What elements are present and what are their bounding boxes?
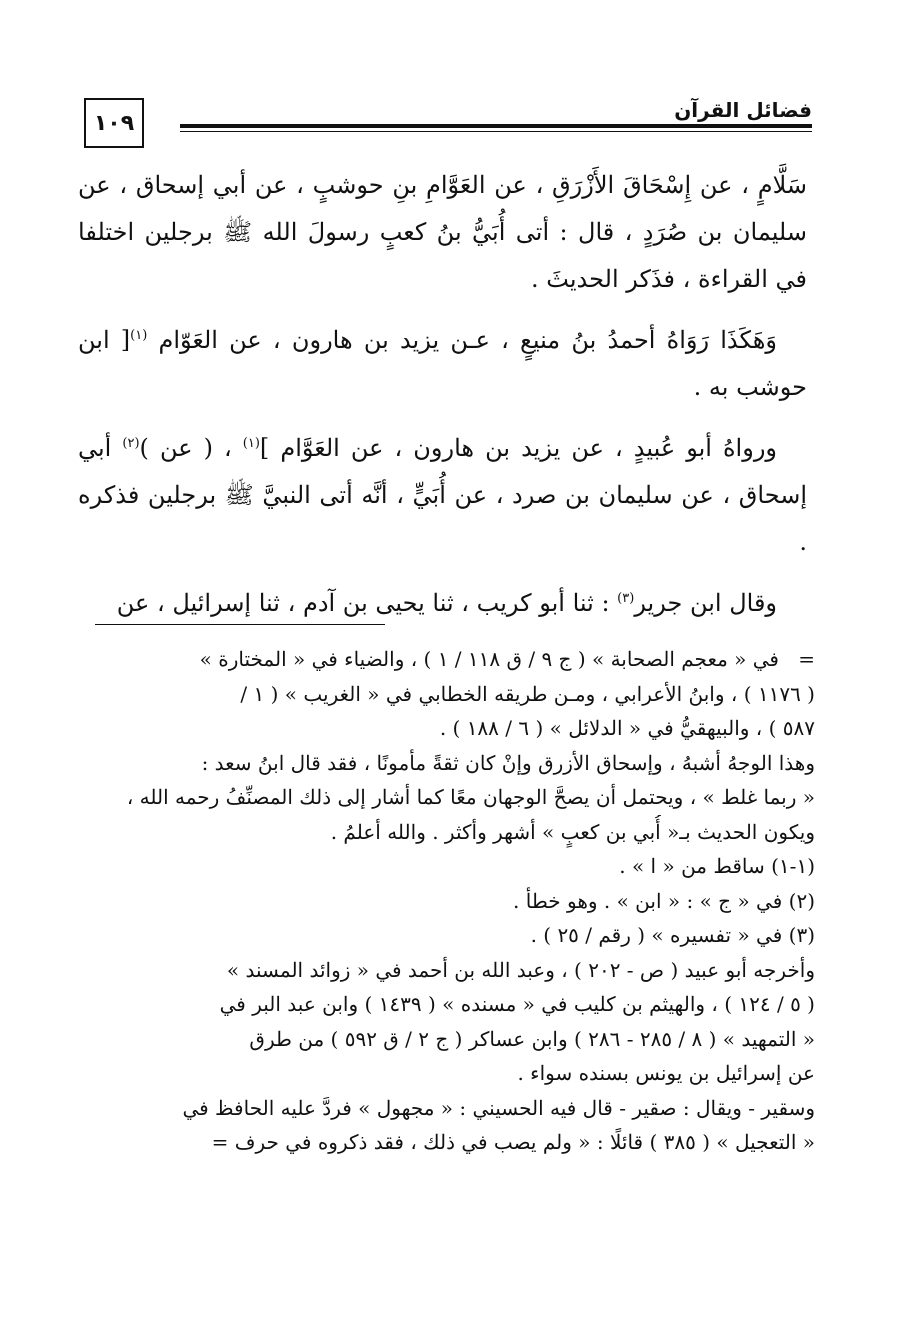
continuation-marker: = (798, 647, 815, 671)
footnote-ref-3: (٣) (617, 591, 635, 606)
page-number-box (84, 98, 144, 148)
footnote-ref-2: (٢) (122, 436, 140, 451)
paragraph-3-text-a: ورواهُ أبو عُبيدٍ ، عن يزيد بن هارون ، عن العَوَّام ] (259, 434, 777, 462)
footnote-line: « ربما غلط » ، ويحتمل أن يصحَّ الوجهان معًا كما أشار إلى ذلك المصنِّفُ رحمه الله ، (126, 785, 815, 809)
footnote-3: (٣) في « تفسيره » ( رقم / ٢٥ ) . (530, 923, 815, 947)
footnote-ref-1b: (١) (242, 436, 260, 451)
paragraph-4 (78, 580, 807, 627)
paragraph-4-text-b: : ثنا أبو كريب ، ثنا يحيى بن آدم ، ثنا إسرائيل ، عن (116, 589, 618, 617)
footnote-1: (١-١) ساقط من « ا » . (619, 854, 815, 878)
paragraph-2-tail: [ ابن حوشب به . (78, 326, 807, 401)
footnote-3-line: ( ٥ / ١٢٤ ) ، والهيثم بن كليب في « مسنده » ( ١٤٣٩ ) وابن عبد البر في (219, 992, 815, 1016)
footnote-3-line: « التمهيد » ( ٨ / ٢٨٥ - ٢٨٦ ) وابن عساكر ( ج ٢ / ق ٥٩٢ ) من طرق (249, 1026, 815, 1051)
paragraph-3-text-b: ، ( عن ) (139, 434, 243, 462)
paragraph-2 (78, 317, 807, 411)
footnote-3-line: عن إسرائيل بن يونس بسنده سواء . (517, 1061, 815, 1085)
footnote-continued-line (78, 642, 815, 677)
page-number: ١٠٩ (93, 110, 135, 136)
footnote-3-line: وسقير - ويقال : صقير - قال فيه الحسيني : « مجهول » فردَّ عليه الحافظ في (182, 1095, 815, 1120)
footnote-2: (٢) في « ج » : « ابن » . وهو خطأ . (513, 888, 815, 913)
header-rule-thin (180, 131, 812, 132)
footnote-line: ٥٨٧ ) ، والبيهقيُّ في « الدلائل » ( ٦ / ١٨٨ ) . (439, 716, 815, 740)
paragraph-4-text-a: وقال ابن جرير (634, 589, 777, 617)
header-rule (180, 124, 812, 128)
paragraph-3-text-c: أبي إسحاق ، عن سليمان بن صرد ، عن أُبَيٍّ ، أنَّه أتى النبيَّ ﷺ برجلين فذكره . (78, 434, 808, 556)
footnote-3-line: وأخرجه أبو عبيد ( ص - ٢٠٢ ) ، وعبد الله بن أحمد في « زوائد المسند » (226, 957, 815, 982)
footnotes (78, 642, 815, 1160)
main-text (78, 162, 807, 641)
paragraph-3 (78, 425, 807, 566)
footnote-3-line: « التعجيل » ( ٣٨٥ ) قائلًا : « ولم يصب في ذلك ، فقد ذكروه في حرف = (211, 1130, 815, 1154)
footnote-ref-1: (١) (130, 328, 148, 343)
paragraph-1: سَلَّامٍ ، عن إِسْحَاقَ الأَزْرَقِ ، عن العَوَّامِ بنِ حوشبٍ ، عن أبي إسحاق ، عن سليمان بن صُرَدٍ ، قال : أتى أُبَيُّ بنُ كعبٍ رسولَ الله ﷺ برجلين اختلفا في القراءة ، فذَكر الحديثَ . (78, 171, 807, 293)
footnote-text: في « معجم الصحابة » ( ج ٩ / ق ١١٨ / ١ ) ، والضياء في « المختارة » (199, 647, 779, 671)
footnote-line: وهذا الوجهُ أشبهُ ، وإسحاق الأزرق وإنْ كان ثقةً مأمونًا ، فقد قال ابنُ سعد : (201, 750, 815, 775)
footnote-separator (95, 624, 385, 625)
paragraph-2-text: وَهَكَذَا رَوَاهُ أحمدُ بنُ منيعٍ ، عـن يزيد بن هارون ، عن العَوّام (147, 326, 778, 354)
footnote-line: ويكون الحديث بـ« أُبي بن كعبٍ » أشهر وأكثر . والله أعلمُ . (330, 819, 815, 844)
footnote-line: ( ١١٧٦ ) ، وابنُ الأعرابي ، ومـن طريقه الخطابي في « الغريب » ( ١ / (240, 681, 815, 706)
running-header-title: فضائل القرآن (674, 98, 812, 122)
